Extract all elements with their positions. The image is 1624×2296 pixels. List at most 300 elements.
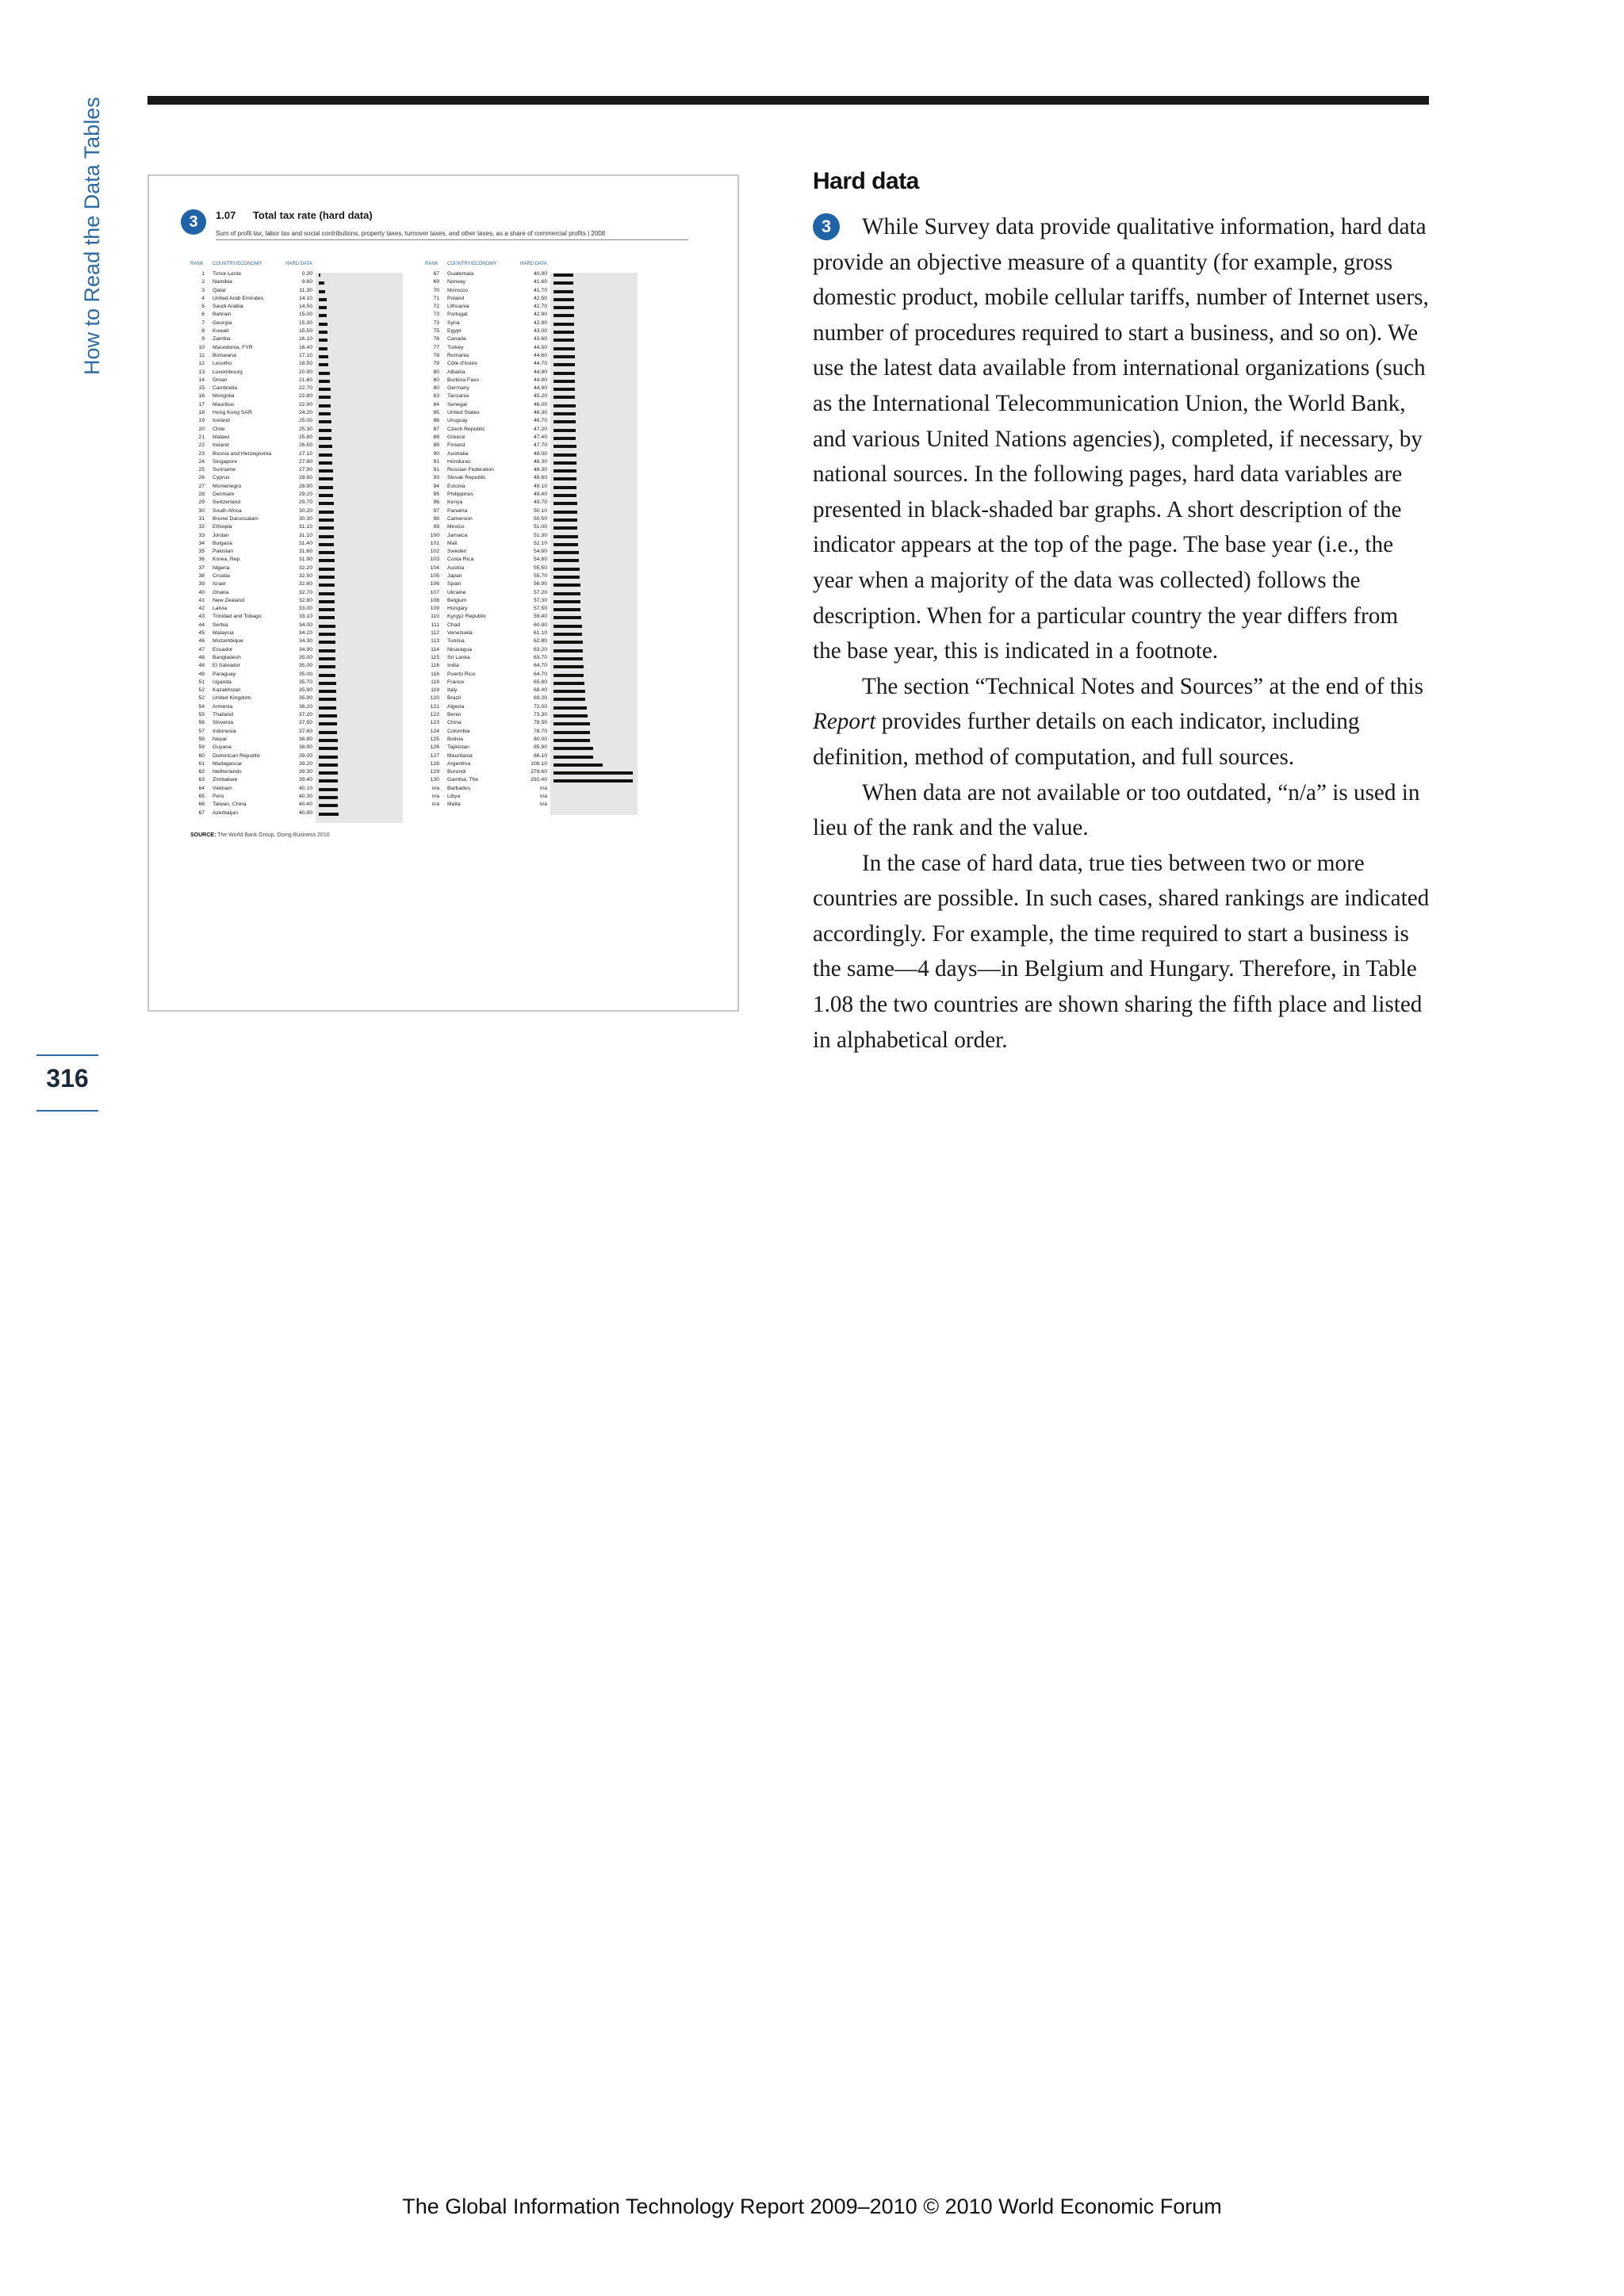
row-country: Chad	[447, 622, 461, 628]
row-bar	[319, 788, 338, 791]
row-rank: 3	[201, 287, 205, 293]
row-country: Ireland	[213, 442, 229, 449]
row-bar	[319, 388, 331, 391]
row-rank: 108	[430, 597, 439, 603]
row-country: Portugal	[447, 312, 468, 318]
row-rank: 80	[433, 369, 439, 375]
row-country: Madagascar	[213, 760, 243, 767]
table-row	[425, 737, 649, 744]
row-rank: 100	[430, 532, 439, 538]
row-bar	[553, 649, 583, 652]
paragraph-3: When data are not available or too outdated, “n/a” is used in lieu of the rank and the value.	[813, 779, 1420, 841]
row-value: 65.80	[512, 679, 547, 685]
row-bar	[553, 477, 576, 480]
row-country: Dominican Republic	[213, 752, 261, 759]
row-value: 35.70	[278, 679, 312, 685]
row-value: 31.10	[278, 533, 312, 538]
row-bar	[319, 649, 335, 652]
row-bar	[553, 633, 582, 636]
row-bar	[553, 608, 580, 611]
row-country: Luxembourg	[213, 369, 243, 375]
table-row	[425, 622, 649, 630]
row-rank: 90	[433, 450, 439, 457]
table-row	[425, 614, 649, 622]
table-row	[425, 279, 649, 287]
table-row	[425, 704, 649, 712]
row-bar	[553, 486, 576, 489]
row-country: Venezuela	[447, 630, 473, 637]
row-bar	[319, 347, 327, 350]
row-value: 51.30	[512, 533, 547, 538]
row-value: 9.60	[278, 279, 312, 285]
table-row	[190, 712, 414, 720]
row-value: 28.80	[278, 475, 312, 480]
row-value: 45.20	[512, 393, 547, 399]
row-value: 57.50	[512, 606, 547, 611]
row-value: 38.90	[278, 744, 312, 750]
row-rank: 6	[201, 312, 205, 318]
row-value: 47.20	[512, 427, 547, 432]
table-row	[425, 712, 649, 720]
table-row	[190, 786, 414, 794]
table-row	[190, 271, 414, 279]
row-rank: 13	[198, 369, 205, 375]
row-bar	[319, 625, 335, 628]
row-rank: 103	[430, 557, 439, 563]
paragraph-2-b: provides further details on each indicator, including definition, method of computation, and full sources.	[813, 709, 1360, 770]
table-row	[425, 541, 649, 549]
row-bar	[319, 747, 338, 750]
row-country: Russian Federation	[447, 467, 494, 473]
row-rank: 41	[198, 597, 205, 603]
row-country: Slovak Republic	[447, 475, 486, 481]
table-row	[425, 729, 649, 737]
row-country: Philippines	[447, 492, 473, 498]
row-value: 44.70	[512, 361, 547, 366]
row-country: Australia	[447, 450, 469, 457]
header-rank: RANK	[190, 262, 204, 266]
row-country: Burundi	[447, 769, 466, 775]
row-bar	[553, 559, 579, 562]
row-bar	[319, 486, 333, 489]
row-country: Mexico	[447, 524, 465, 530]
table-row	[190, 614, 414, 622]
row-rank: 129	[430, 769, 439, 775]
table-row	[425, 328, 649, 336]
row-country: Uruguay	[447, 418, 468, 424]
row-value: 31.40	[278, 541, 312, 546]
row-bar	[553, 445, 576, 448]
row-value: 35.90	[278, 695, 312, 701]
row-bar	[319, 576, 335, 579]
row-bar	[319, 763, 338, 767]
row-value: 50.10	[512, 508, 547, 514]
row-country: Hong Kong SAR	[213, 410, 252, 416]
row-bar	[319, 698, 336, 701]
row-bar	[553, 535, 578, 538]
row-value: 34.90	[278, 647, 312, 652]
row-rank: 24	[198, 458, 205, 465]
row-bar	[553, 339, 574, 342]
row-rank: 30	[198, 507, 205, 514]
row-value: 37.50	[278, 720, 312, 725]
row-bar	[553, 429, 576, 432]
row-rank: 19	[198, 418, 205, 424]
row-bar	[319, 494, 333, 497]
row-country: Nepal	[213, 736, 227, 742]
row-rank: n/a	[431, 802, 439, 808]
row-rank: 45	[198, 630, 205, 637]
table-row	[190, 377, 414, 385]
row-bar	[319, 372, 330, 375]
table-row	[190, 434, 414, 442]
row-country: Tunisia	[447, 638, 465, 645]
row-country: Uganda	[213, 679, 232, 685]
rows-left	[190, 271, 414, 818]
table-row	[190, 410, 414, 418]
table-row	[425, 573, 649, 581]
row-value: 278.60	[512, 769, 547, 775]
row-bar	[553, 576, 580, 579]
row-value: 22.80	[278, 393, 312, 399]
row-country: Peru	[213, 794, 224, 799]
row-bar	[553, 665, 584, 668]
row-bar	[319, 706, 336, 710]
row-country: Israel	[213, 581, 226, 587]
row-bar	[319, 469, 333, 473]
row-bar	[319, 779, 338, 783]
row-rank: 21	[198, 434, 205, 440]
row-bar	[553, 469, 576, 473]
table-row	[190, 402, 414, 410]
table-row	[425, 410, 649, 418]
row-bar	[319, 682, 336, 685]
row-rank: 102	[430, 549, 439, 555]
row-value: 85.90	[512, 744, 547, 750]
table-row	[190, 622, 414, 630]
table-row	[190, 345, 414, 353]
row-country: Mauritania	[447, 752, 473, 759]
row-bar	[319, 804, 338, 807]
row-value: 16.40	[278, 345, 312, 350]
table-row	[425, 549, 649, 557]
row-rank: 79	[433, 361, 439, 367]
row-value: 40.90	[278, 810, 312, 816]
paragraph-1-text: While Survey data provide qualitative information, hard data provide an objective measure of a quantity (for example, gross domestic product, mobile cellular tariffs, number of Internet users, number of procedures required to start a business, and so on). We use the latest data available from international organizations (such as the International Telecommunication Union, the World Bank, and various United Nations agencies), completed, if necessary, by national sources. In the following pages, hard data variables are presented in black-shaded bar graphs. A short description of the indicator appears at the top of the page. The base year (i.e., the year when a majority of the data was collected) follows the description. When for a particular country the year differs from the base year, this is indicated in a footnote.	[813, 214, 1429, 664]
row-country: Denmark	[213, 492, 235, 498]
row-rank: 73	[433, 312, 439, 318]
row-country: Nicaragua	[447, 646, 472, 652]
row-value: 31.60	[278, 549, 312, 554]
table-row	[190, 328, 414, 336]
row-rank: 119	[431, 687, 439, 694]
row-bar	[553, 412, 576, 415]
row-value: 62.80	[512, 638, 547, 644]
row-value: 78.50	[512, 720, 547, 725]
row-rank: 70	[433, 287, 439, 293]
header-value: HARD DATA	[285, 262, 312, 266]
row-country: Armenia	[213, 703, 233, 710]
table-row	[190, 475, 414, 483]
row-bar	[319, 429, 331, 432]
row-country: Malta	[447, 802, 461, 808]
row-value: 46.70	[512, 418, 547, 423]
row-value: 64.70	[512, 672, 547, 677]
row-rank: 85	[433, 410, 439, 416]
table-title-text: Total tax rate (hard data)	[252, 209, 373, 221]
row-value: 32.20	[278, 565, 312, 571]
row-rank: 14	[198, 377, 205, 383]
row-rank: n/a	[431, 794, 439, 799]
row-value: 43.60	[512, 336, 547, 342]
row-country: Paraguay	[213, 671, 236, 677]
row-country: Côte d'Ivoire	[447, 361, 477, 367]
row-bar	[553, 437, 576, 440]
row-value: 55.70	[512, 573, 547, 579]
figure-marker: 3	[181, 209, 206, 235]
row-rank: 67	[198, 809, 205, 816]
table-row	[190, 638, 414, 646]
table-row	[425, 663, 649, 671]
table-row	[190, 467, 414, 475]
row-value: 31.10	[278, 524, 312, 530]
row-bar	[319, 502, 334, 505]
row-country: Cameroon	[447, 515, 473, 522]
row-bar	[319, 380, 330, 383]
row-country: China	[447, 720, 462, 726]
row-bar	[553, 281, 573, 285]
row-value: 22.90	[278, 402, 312, 408]
row-rank: 98	[433, 515, 439, 522]
row-country: Serbia	[213, 622, 228, 628]
table-row	[425, 769, 649, 777]
table-row	[425, 377, 649, 385]
table-source	[190, 832, 330, 838]
row-rank: 109	[430, 606, 439, 612]
row-country: Malaysia	[213, 630, 234, 637]
row-rank: 121	[430, 703, 439, 710]
table-row	[425, 672, 649, 679]
row-value: 39.30	[278, 769, 312, 775]
row-value: 26.50	[278, 442, 312, 448]
table-row	[425, 565, 649, 573]
row-value: 42.50	[512, 296, 547, 301]
row-value: 68.40	[512, 687, 547, 693]
row-bar	[553, 551, 579, 554]
row-bar	[319, 314, 327, 317]
row-value: 48.30	[512, 459, 547, 465]
table-row	[425, 499, 649, 507]
row-rank: 89	[433, 442, 439, 449]
row-bar	[319, 331, 327, 334]
row-bar	[553, 641, 583, 644]
table-row	[425, 385, 649, 393]
table-number: 1.07	[216, 209, 236, 221]
row-bar	[553, 372, 575, 375]
row-value: 32.80	[278, 598, 312, 603]
row-bar	[553, 674, 584, 677]
row-bar	[319, 771, 338, 775]
row-value: 22.70	[278, 385, 312, 391]
row-rank: 116	[431, 663, 439, 669]
row-country: Syria	[447, 320, 460, 326]
row-country: United Kingdom	[213, 695, 251, 702]
row-value: 34.20	[278, 630, 312, 636]
table-row	[190, 761, 414, 769]
table-row	[190, 769, 414, 777]
row-rank: 28	[198, 492, 205, 498]
row-rank: 93	[433, 475, 439, 481]
row-bar	[319, 633, 335, 636]
row-rank: 35	[198, 549, 205, 555]
row-value: 35.00	[278, 663, 312, 668]
row-value: 39.40	[278, 777, 312, 783]
table-row	[190, 557, 414, 564]
row-country: India	[447, 663, 459, 669]
row-rank: 15	[198, 385, 205, 392]
row-bar	[319, 339, 327, 342]
row-bar	[553, 739, 590, 742]
row-country: Tanzania	[447, 393, 469, 400]
row-country: Puerto Rico	[447, 671, 476, 677]
row-bar	[553, 779, 633, 783]
row-value: 86.10	[512, 753, 547, 759]
row-value: 20.90	[278, 369, 312, 375]
row-bar	[553, 747, 593, 750]
row-rank: 95	[433, 492, 439, 498]
row-rank: 2	[201, 279, 205, 285]
table-row	[425, 695, 649, 703]
row-value: 35.90	[278, 687, 312, 693]
row-country: Latvia	[213, 606, 228, 612]
row-bar	[319, 363, 328, 366]
table-row	[425, 459, 649, 467]
row-country: Korea, Rep.	[213, 557, 242, 563]
row-bar	[319, 420, 331, 423]
table-row	[190, 744, 414, 752]
row-value: 24.20	[278, 410, 312, 415]
row-bar	[553, 494, 576, 497]
table-title	[216, 209, 373, 221]
row-value: 17.10	[278, 353, 312, 358]
row-rank: 78	[433, 352, 439, 358]
row-bar	[553, 763, 603, 767]
row-bar	[319, 396, 331, 399]
row-value: 54.80	[512, 557, 547, 562]
paragraph-4: In the case of hard data, true ties between two or more countries are possible. In such cases, shared rankings are indicated accordingly. For example, the time required to start a business is the same—4 days—in Belgium and Hungary. Therefore, in Table 1.08 the two countries are shown sharing the fifth place and listed in alphabetical order.	[813, 850, 1430, 1053]
row-value: 15.50	[278, 328, 312, 334]
table-row	[425, 492, 649, 499]
row-rank: 37	[198, 564, 205, 571]
table-row	[425, 606, 649, 614]
row-value: 14.50	[278, 304, 312, 309]
row-value: 43.00	[512, 328, 547, 334]
row-bar	[319, 281, 324, 285]
header-country: COUNTRY/ECONOMY	[447, 262, 497, 266]
row-country: Montenegro	[213, 483, 242, 489]
row-rank: 48	[198, 654, 205, 660]
row-rank: 80	[433, 377, 439, 383]
row-value: 69.20	[512, 695, 547, 701]
row-country: Iceland	[213, 418, 230, 424]
row-bar	[319, 559, 335, 562]
row-country: Botswana	[213, 352, 236, 358]
row-bar	[553, 771, 633, 775]
row-value: 16.10	[278, 336, 312, 342]
table-row	[190, 385, 414, 393]
row-country: Kyrgyz Republic	[447, 614, 487, 620]
row-rank: 57	[198, 728, 205, 734]
row-bar	[553, 592, 580, 595]
row-bar	[553, 731, 590, 734]
row-rank: 126	[430, 744, 439, 751]
row-value: 44.90	[512, 377, 547, 383]
row-bar	[319, 274, 320, 277]
row-value: 47.40	[512, 434, 547, 440]
table-row	[425, 304, 649, 312]
row-value: 41.60	[512, 279, 547, 285]
table-row	[425, 630, 649, 638]
page-footer: The Global Information Technology Report 2009–2010 © 2010 World Economic Forum	[402, 2195, 1222, 2218]
row-rank: 107	[430, 589, 439, 595]
row-value: 52.10	[512, 541, 547, 546]
header-country: COUNTRY/ECONOMY	[213, 262, 262, 266]
row-value: 40.40	[278, 802, 312, 807]
row-country: Namibia	[213, 279, 232, 285]
row-rank: 55	[198, 712, 205, 718]
row-bar	[319, 526, 334, 530]
table-row	[190, 279, 414, 287]
row-rank: 42	[198, 606, 205, 612]
row-bar	[319, 535, 334, 538]
row-rank: 65	[198, 794, 205, 799]
row-country: Argentina	[447, 760, 471, 767]
row-value: 54.60	[512, 549, 547, 554]
row-rank: 97	[433, 507, 439, 514]
row-country: Mali	[447, 540, 458, 546]
paragraph-2-a: The section “Technical Notes and Sources” at the end of this	[862, 673, 1423, 699]
row-country: Barbados	[447, 785, 471, 791]
row-value: 41.70	[512, 288, 547, 293]
row-rank: 113	[431, 638, 439, 645]
row-value: 25.80	[278, 434, 312, 440]
row-rank: 43	[198, 614, 205, 620]
row-value: 49.40	[512, 492, 547, 497]
table-row	[190, 737, 414, 744]
row-bar	[553, 543, 578, 546]
row-country: Malawi	[213, 434, 230, 440]
row-bar	[319, 323, 327, 326]
row-bar	[553, 404, 576, 408]
row-bar	[319, 445, 332, 448]
table-row	[425, 720, 649, 728]
row-country: Mozambique	[213, 638, 243, 645]
row-rank: 71	[433, 295, 439, 301]
row-country: Sweden	[447, 549, 467, 555]
row-value: 21.60	[278, 377, 312, 383]
table-figure	[147, 174, 739, 1012]
row-rank: 69	[433, 279, 439, 285]
row-rank: 5	[201, 304, 205, 310]
row-country: Panama	[447, 507, 468, 514]
row-value: 35.00	[278, 655, 312, 660]
row-country: Turkey	[447, 344, 464, 350]
row-value: 14.10	[278, 296, 312, 301]
row-value: 72.00	[512, 704, 547, 710]
row-value: 57.20	[512, 590, 547, 595]
row-bar	[319, 641, 335, 644]
row-rank: 112	[431, 630, 439, 637]
